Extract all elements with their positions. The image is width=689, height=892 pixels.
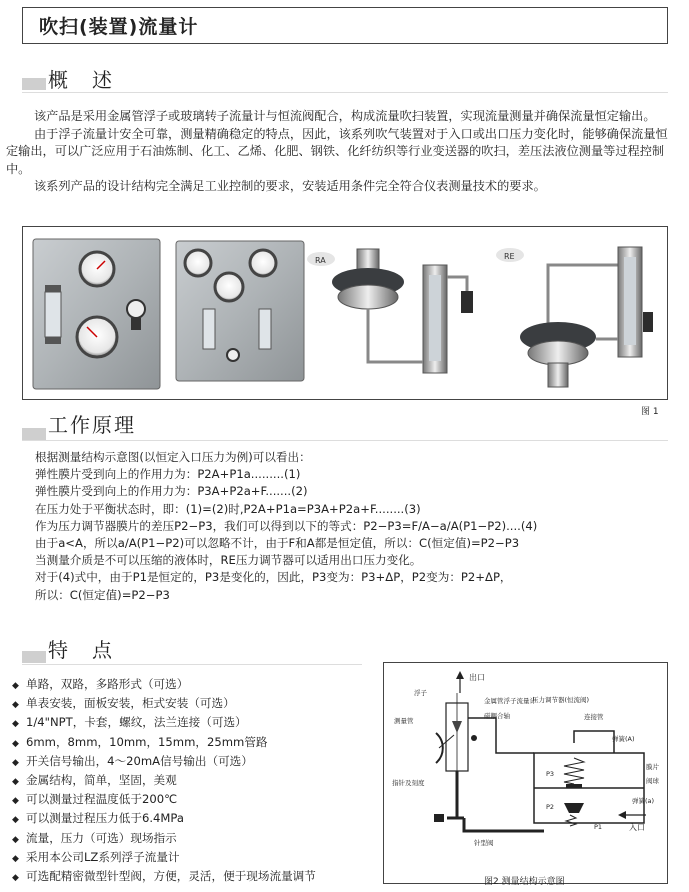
label-magnet: 磁耦合轴 [484, 712, 510, 720]
section-marker [22, 651, 46, 663]
label-outlet: 出口 [469, 673, 485, 682]
bullet-icon: ◆ [12, 738, 19, 749]
figure1-frame [22, 226, 668, 400]
principle-line: 在压力处于平衡状态时，即：(1)=(2)时,P2A+P1a=P3A+P2a+F........(3) [35, 501, 421, 516]
bullet-icon: ◆ [12, 853, 19, 864]
feature-item: ◆ 6mm，8mm，10mm，15mm，25mm管路 [12, 734, 316, 753]
panel-photo-multi [176, 241, 304, 381]
bullet-icon: ◆ [12, 815, 19, 826]
principle-line: 对于(4)式中，由于P1是恒定的，P3是变化的，因此，P3变为：P3+ΔP，P2变为：P2+ΔP， [35, 570, 512, 585]
principle-line: 当测量介质是不可以压缩的液体时，RE压力调节器可以适用出口压力变化。 [35, 553, 422, 568]
bullet-icon: ◆ [12, 777, 19, 788]
principle-line: 所以：C(恒定值)=P2−P3 [35, 587, 170, 602]
section-divider [22, 440, 668, 441]
label-meter-tube: 金属管浮子流量计 [484, 697, 536, 705]
label-connecting-tube: 连接管 [584, 713, 604, 721]
section-divider [22, 92, 668, 93]
principle-body [35, 449, 537, 604]
ra-tag: RA [315, 256, 326, 265]
feature-item: ◆ 单路，双路，多路形式（可选） [12, 676, 316, 695]
bullet-icon: ◆ [12, 700, 19, 711]
overview-paragraph: 该系列产品的设计结构完全满足工业控制的要求，安装适用条件完全符合仪表测量技术的要求。 [34, 179, 546, 193]
label-p2: P2 [546, 803, 555, 811]
bullet-icon: ◆ [12, 757, 19, 768]
feature-item: ◆ 金属结构，简单，坚固，美观 [12, 772, 316, 791]
label-float: 浮子 [414, 689, 427, 697]
feature-item: ◆ 可选配精密微型针型阀，方便，灵活，便于现场流量调节 [12, 868, 316, 887]
label-p1: P1 [594, 823, 603, 831]
label-regulator: 压力调节器(恒流阀) [532, 696, 590, 704]
re-assembly-photo [496, 247, 653, 387]
feature-item: ◆ 可以测量过程压力低于6.4MPa [12, 810, 316, 829]
principle-line: 弹性膜片受到向上的作用力为：P3A+P2a+F.......(2) [35, 484, 308, 499]
feature-item: ◆ 可以测量过程温度低于200℃ [12, 791, 316, 810]
principle-heading: 工作原理 [48, 413, 136, 437]
features-list [12, 676, 316, 887]
label-measuring-tube: 测量管 [394, 717, 414, 725]
label-spring-a-small: 弹簧(a) [632, 797, 655, 805]
overview-heading: 概 述 [48, 68, 114, 92]
section-marker [22, 428, 46, 440]
figure2-diagram [383, 662, 668, 884]
principle-line: 根据测量结构示意图(以恒定入口压力为例)可以看出： [35, 450, 311, 464]
features-heading: 特 点 [48, 638, 114, 662]
overview-paragraph: 由于浮子流量计安全可靠，测量精确稳定的特点，因此，该系列吹气装置对于入口或出口压力变化时，能够确保流量恒定输出，可以广泛应用于石油炼制、化工、乙烯、化肥、钢铁、化纤纺织等行业变送器的吹扫，差压法液位测量等过程控制中。 [6, 126, 668, 176]
label-pointer: 指针及刻度 [392, 779, 425, 787]
schematic-svg [384, 663, 667, 883]
feature-item: ◆ 采用本公司LZ系列浮子流量计 [12, 849, 316, 868]
figure2-caption: 图2 测量结构示意图 [484, 877, 565, 887]
section-marker [22, 78, 46, 90]
figure1-photos [23, 227, 667, 399]
panel-photo-single [33, 239, 160, 389]
bullet-icon: ◆ [12, 681, 19, 691]
principle-line: 由于a<A，所以a/A(P1−P2)可以忽略不计，由于F和A都是恒定值，所以：C(恒定值)=P2−P3 [35, 536, 520, 551]
bullet-icon: ◆ [12, 796, 19, 807]
overview-paragraph: 该产品是采用金属管浮子或玻璃转子流量计与恒流阀配合，构成流量吹扫装置，实现流量测量并确保流量恒定输出。 [34, 109, 656, 123]
feature-item: ◆ 流量，压力（可选）现场指示 [12, 830, 316, 849]
overview-text [6, 108, 678, 196]
label-inlet: 入口 [629, 823, 645, 832]
label-diaphragm: 膜片 [646, 763, 659, 771]
feature-item: ◆ 开关信号输出，4～20mA信号输出（可选） [12, 753, 316, 772]
ra-assembly-photo [307, 249, 473, 373]
re-tag: RE [504, 252, 515, 261]
bullet-icon: ◆ [12, 834, 19, 845]
principle-line: 弹性膜片受到向上的作用力为：P2A+P1a.........(1) [35, 467, 301, 482]
label-p3: P3 [546, 770, 555, 778]
principle-line: 作为压力调节器膜片的差压P2−P3，我们可以得到以下的等式：P2−P3=F/A−a/A(P1−P2)....(4) [35, 518, 538, 533]
section-divider [22, 664, 362, 665]
bullet-icon: ◆ [12, 719, 19, 730]
page-title: 吹扫(装置)流量计 [22, 7, 668, 44]
label-spring-a: 弹簧(A) [612, 735, 635, 743]
bullet-icon: ◆ [12, 873, 19, 884]
label-valve-ball: 阀球 [646, 777, 659, 785]
figure1-caption: 图 1 [641, 407, 659, 417]
label-needle-valve: 针型阀 [474, 839, 494, 847]
feature-item: ◆ 1/4"NPT，卡套，螺纹，法兰连接（可选） [12, 714, 316, 733]
feature-item: ◆ 单表安装，面板安装，柜式安装（可选） [12, 695, 316, 714]
